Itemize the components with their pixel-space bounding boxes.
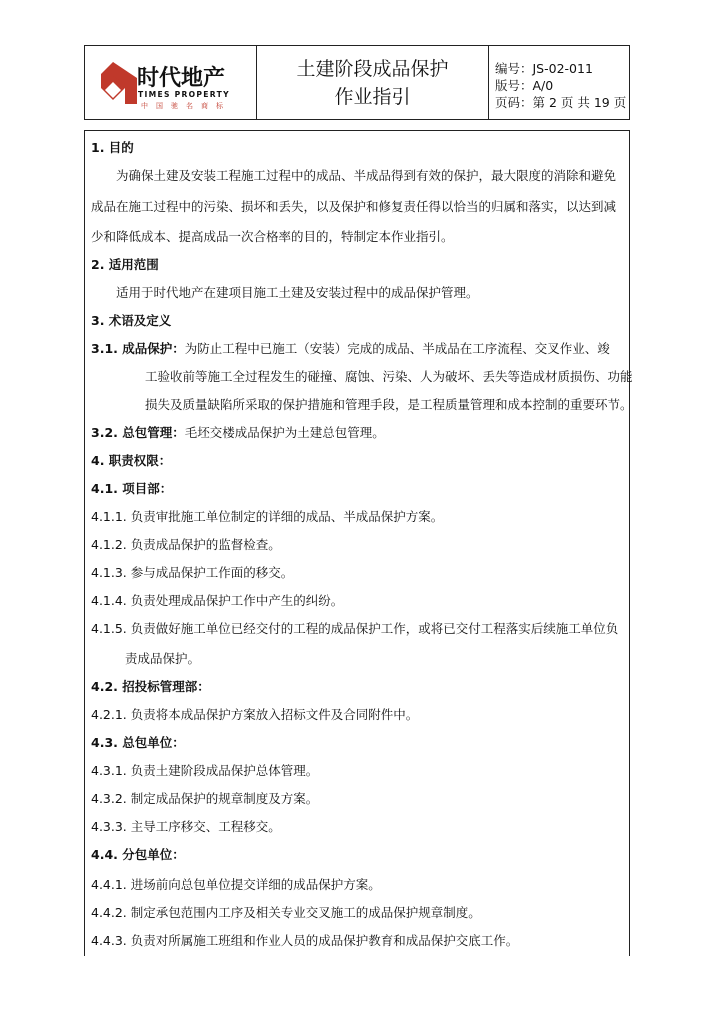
text-line: 4.3.1. 负责土建阶段成品保护总体管理。	[91, 763, 319, 778]
doc-version: 版号：A/0	[495, 78, 554, 93]
text-line: 责成品保护。	[125, 651, 201, 666]
logo-chinese-name: 时代地产	[137, 66, 226, 91]
logo-cell	[85, 46, 257, 119]
text-line: 1. 目的	[91, 140, 134, 155]
title-line-2: 作业指引	[334, 85, 411, 108]
text-line: 工验收前等施工全过程发生的碰撞、腐蚀、污染、人为破坏、丢失等造成材质损伤、功能	[145, 369, 633, 384]
text-line: 4.1.1. 负责审批施工单位制定的详细的成品、半成品保护方案。	[91, 509, 444, 524]
title-line-1: 土建阶段成品保护	[296, 57, 449, 80]
text-line: 4.3. 总包单位：	[91, 735, 185, 750]
text-line: 4.1.5. 负责做好施工单位已经交付的工程的成品保护工作，或将已交付工程落实后续施工单位负	[91, 621, 619, 636]
logo-english-name: TIMES PROPERTY	[138, 90, 230, 99]
text-line: 4.1.4. 负责处理成品保护工作中产生的纠纷。	[91, 593, 344, 608]
page-number: 页码：第 2 页 共 19 页	[495, 95, 627, 110]
text-line: 4.4.3. 负责对所属施工班组和作业人员的成品保护教育和成品保护交底工作。	[91, 933, 519, 948]
text-line: 4.1. 项目部：	[91, 481, 173, 496]
text-line: 2. 适用范围	[91, 257, 159, 272]
doc-number: 编号：JS-02-011	[495, 61, 593, 76]
document-info	[489, 46, 629, 119]
text-line: 4.4.2. 制定承包范围内工序及相关专业交叉施工的成品保护规章制度。	[91, 905, 481, 920]
text-line: 为确保土建及安装工程施工过程中的成品、半成品得到有效的保护，最大限度的消除和避免	[116, 168, 617, 183]
text-line: 成品在施工过程中的污染、损坏和丢失，以及保护和修复责任得以恰当的归属和落实，以达到减	[91, 199, 617, 214]
text-line: 4.3.2. 制定成品保护的规章制度及方案。	[91, 791, 319, 806]
text-line: 3.1. 成品保护：为防止工程中已施工（安装）完成的成品、半成品在工序流程、交叉作业、竣	[91, 341, 610, 356]
text-line: 3. 术语及定义	[91, 313, 172, 328]
document-header	[84, 45, 630, 120]
text-line: 少和降低成本、提高成品一次合格率的目的，特制定本作业指引。	[91, 229, 454, 244]
text-line: 损失及质量缺陷所采取的保护措施和管理手段，是工程质量管理和成本控制的重要环节。	[145, 397, 633, 412]
text-line: 4.3.3. 主导工序移交、工程移交。	[91, 819, 281, 834]
text-line: 3.2. 总包管理：毛坯交楼成品保护为土建总包管理。	[91, 425, 385, 440]
text-line: 4.1.3. 参与成品保护工作面的移交。	[91, 565, 294, 580]
text-line: 4.2. 招投标管理部：	[91, 679, 210, 694]
text-line: 4.1.2. 负责成品保护的监督检查。	[91, 537, 281, 552]
text-line: 4.4. 分包单位：	[91, 847, 185, 862]
text-line: 4. 职责权限：	[91, 453, 172, 468]
text-line: 4.2.1. 负责将本成品保护方案放入招标文件及合同附件中。	[91, 707, 419, 722]
text-line: 4.4.1. 进场前向总包单位提交详细的成品保护方案。	[91, 877, 381, 892]
text-line: 适用于时代地产在建项目施工土建及安装过程中的成品保护管理。	[116, 285, 479, 300]
company-logo-icon	[99, 60, 139, 106]
logo-subtitle: 中国驰名商标	[141, 102, 231, 110]
document-title	[257, 46, 489, 119]
